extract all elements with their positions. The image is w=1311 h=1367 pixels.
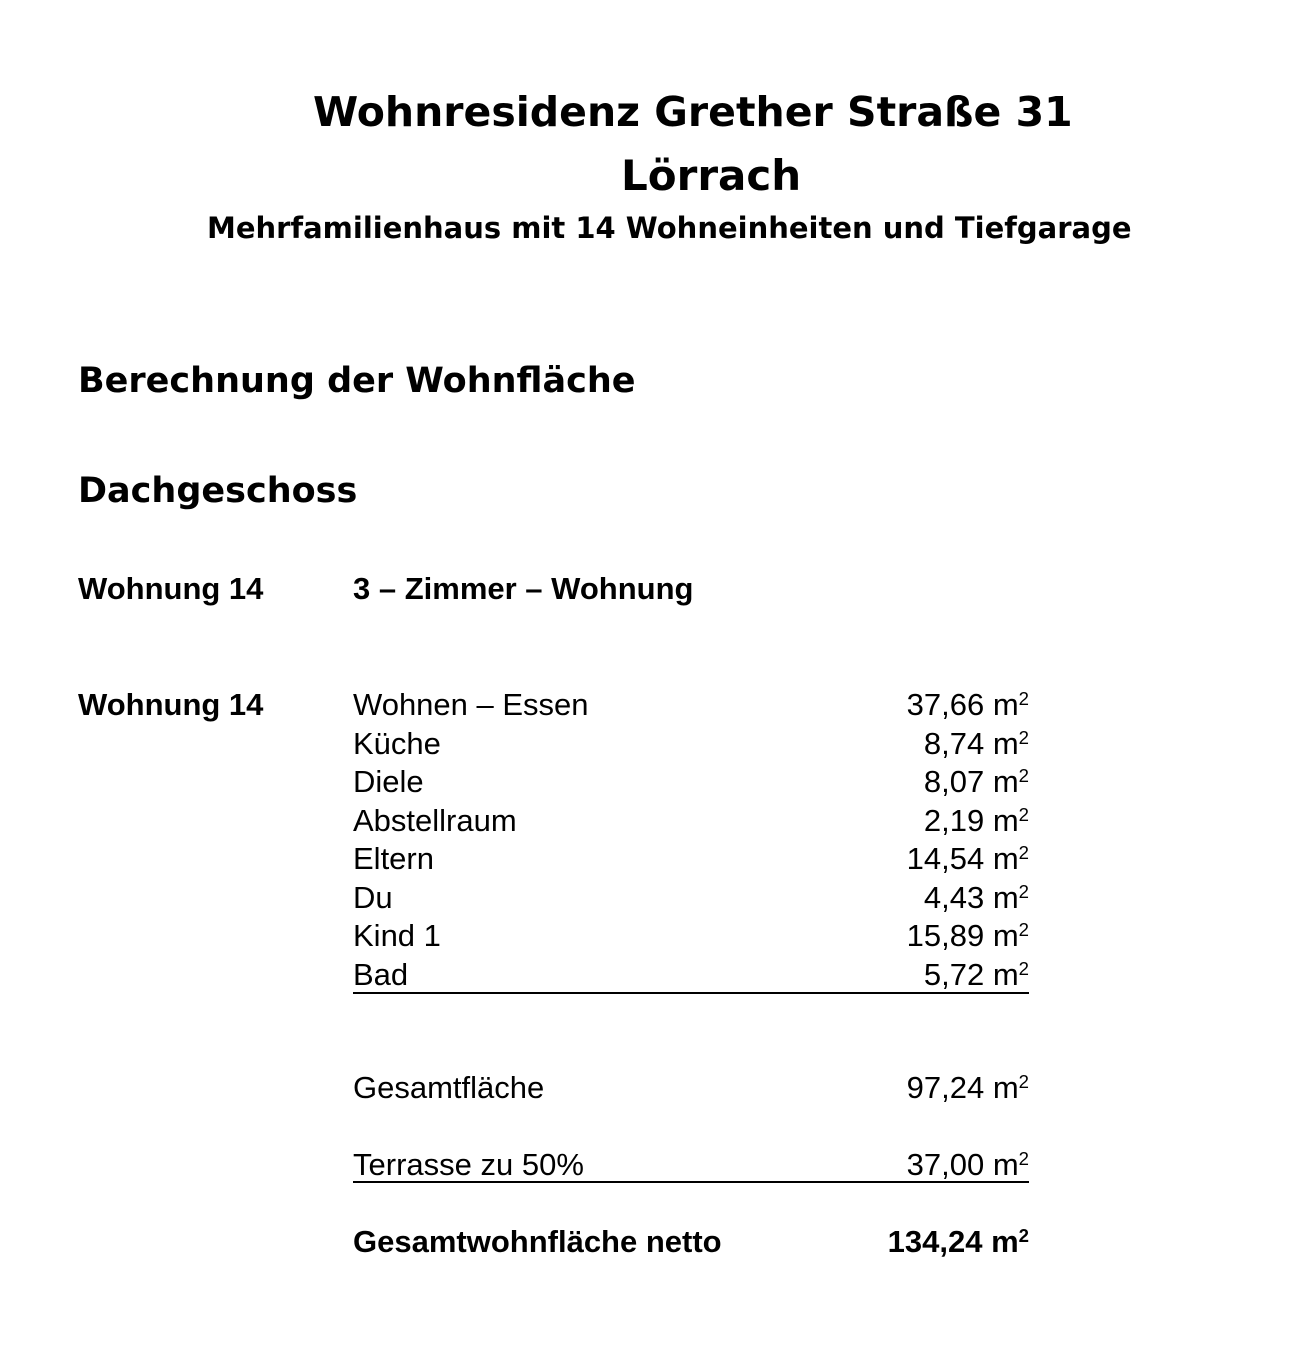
room-area: 4,43 $m^2$	[923, 879, 1029, 915]
room-name: Kind 1	[353, 918, 441, 953]
rooms-unit-label: Wohnung 14	[78, 687, 264, 722]
room-name: Eltern	[353, 841, 434, 876]
title-text: Wohnresidenz Grether Straße 31	[313, 88, 1073, 136]
total-area-row	[353, 1069, 1029, 1107]
unit-type: 3 – Zimmer – Wohnung	[353, 571, 694, 606]
terrace-label: Terrasse zu 50%	[353, 1147, 584, 1182]
terrace-underline	[353, 1181, 1029, 1183]
net-total-label: Gesamtwohnfläche netto	[353, 1224, 722, 1259]
terrace-row	[353, 1146, 1029, 1184]
table-row	[353, 956, 1029, 994]
room-name: Diele	[353, 764, 424, 799]
table-row	[353, 879, 1029, 918]
room-area: 5,72 $m^2$	[923, 956, 1029, 992]
room-area: 8,74 $m^2$	[923, 725, 1029, 761]
room-name: Wohnen – Essen	[353, 687, 589, 722]
table-row	[353, 840, 1029, 879]
room-area: 37,66 $m^2$	[906, 687, 1029, 722]
net-total-row	[353, 1223, 1029, 1261]
table-row	[353, 763, 1029, 802]
rooms-table	[353, 686, 1029, 994]
section-title: Berechnung der Wohnfläche	[78, 361, 636, 401]
subtitle-text: Mehrfamilienhaus mit 14 Wohneinheiten und Tiefgarage	[207, 211, 1132, 245]
room-area: 2,19 $m^2$	[923, 802, 1029, 838]
table-row	[353, 686, 1029, 725]
table-row	[353, 917, 1029, 956]
room-area: 14,54 $m^2$	[906, 841, 1029, 876]
room-name: Du	[353, 879, 393, 915]
net-total-value: 134,24 $m^2$	[887, 1224, 1029, 1259]
table-row	[353, 802, 1029, 841]
city-text: Lörrach	[621, 151, 802, 200]
total-area-label: Gesamtfläche	[353, 1070, 545, 1105]
unit-label: Wohnung 14	[78, 571, 264, 606]
floor-title: Dachgeschoss	[78, 471, 358, 511]
room-area: 15,89 $m^2$	[906, 918, 1029, 953]
room-name: Abstellraum	[353, 802, 517, 838]
room-name: Bad	[353, 956, 409, 992]
room-name: Küche	[353, 725, 441, 761]
table-row	[353, 725, 1029, 764]
room-area: 8,07 $m^2$	[923, 764, 1029, 799]
terrace-value: 37,00 $m^2$	[906, 1147, 1029, 1182]
total-area-value: 97,24 $m^2$	[906, 1070, 1029, 1105]
